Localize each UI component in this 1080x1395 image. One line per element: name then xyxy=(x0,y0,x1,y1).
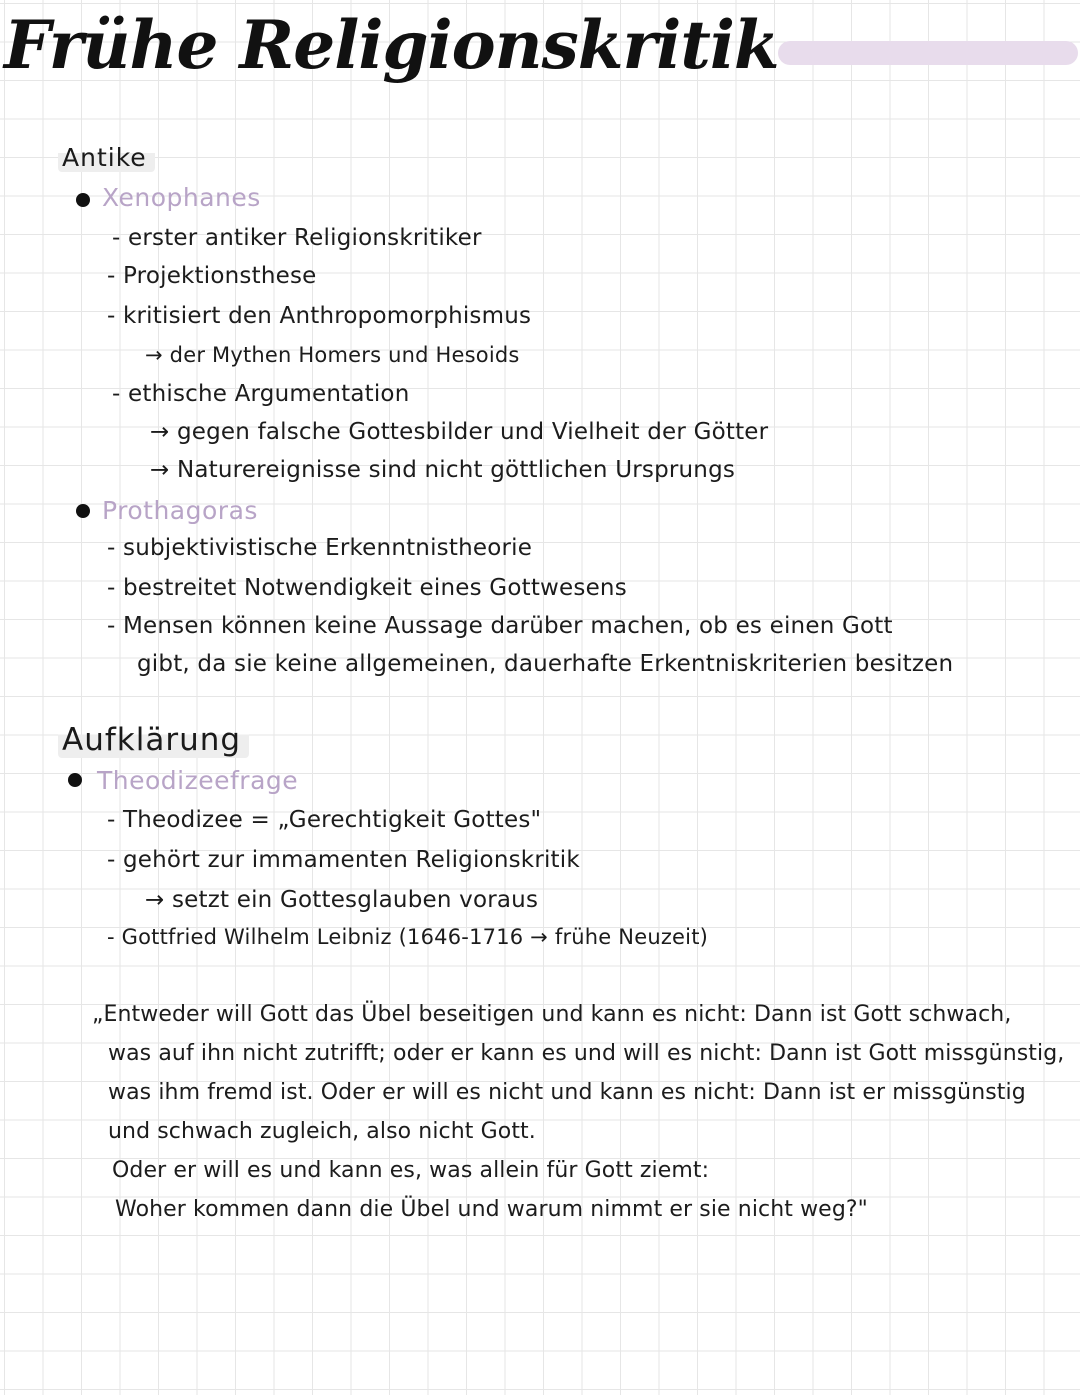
protagoras-point-4: gibt, da sie keine allgemeinen, dauerhafte Erkentniskriterien besitzen xyxy=(137,651,954,677)
section-heading-antike: Antike xyxy=(58,143,155,172)
quote-line-2: was auf ihn nicht zutrifft; oder er kann es und will es nicht: Dann ist Gott missgünstig, xyxy=(108,1041,1065,1066)
xenophanes-point-6: → gegen falsche Gottesbilder und Vielheit der Götter xyxy=(150,419,769,445)
bullet-protagoras xyxy=(76,504,90,518)
xenophanes-point-1: - erster antiker Religionskritiker xyxy=(112,225,482,251)
quote-line-6: Woher kommen dann die Übel und warum nimmt er sie nicht weg?" xyxy=(115,1197,868,1222)
theodizee-point-4: - Gottfried Wilhelm Leibniz (1646-1716 → frühe Neuzeit) xyxy=(107,925,709,949)
page-title: Frühe Religionskritik xyxy=(4,6,779,84)
protagoras-point-1: - subjektivistische Erkenntnistheorie xyxy=(107,535,533,561)
xenophanes-point-7: → Naturereignisse sind nicht göttlichen Ursprungs xyxy=(150,457,736,483)
protagoras-point-3: - Mensen können keine Aussage darüber machen, ob es einen Gott xyxy=(107,613,893,639)
quote-line-3: was ihm fremd ist. Oder er will es nicht und kann es nicht: Dann ist er missgünstig xyxy=(108,1080,1026,1105)
title-highlight-bar xyxy=(778,41,1078,65)
section-heading-aufklaerung: Aufklärung xyxy=(58,722,249,758)
theodizee-point-1: - Theodizee = „Gerechtigkeit Gottes" xyxy=(107,807,542,833)
quote-line-4: und schwach zugleich, also nicht Gott. xyxy=(108,1119,536,1144)
subheading-theodizee: Theodizeefrage xyxy=(97,766,299,795)
bullet-theodizee xyxy=(68,773,82,787)
xenophanes-point-5: - ethische Argumentation xyxy=(112,381,410,407)
xenophanes-point-4: → der Mythen Homers und Hesoids xyxy=(145,343,520,367)
subheading-protagoras: Prothagoras xyxy=(102,496,258,525)
xenophanes-point-3: - kritisiert den Anthropomorphismus xyxy=(107,303,532,329)
protagoras-point-2: - bestreitet Notwendigkeit eines Gottwesens xyxy=(107,575,627,601)
theodizee-point-3: → setzt ein Gottesglauben voraus xyxy=(145,887,539,913)
bullet-xenophanes xyxy=(76,193,90,207)
quote-line-5: Oder er will es und kann es, was allein für Gott ziemt: xyxy=(112,1158,710,1183)
quote-line-1: „Entweder will Gott das Übel beseitigen und kann es nicht: Dann ist Gott schwach, xyxy=(92,1002,1012,1027)
theodizee-point-2: - gehört zur immamenten Religionskritik xyxy=(107,847,580,873)
subheading-xenophanes: Xenophanes xyxy=(102,183,261,212)
xenophanes-point-2: - Projektionsthese xyxy=(107,263,317,289)
